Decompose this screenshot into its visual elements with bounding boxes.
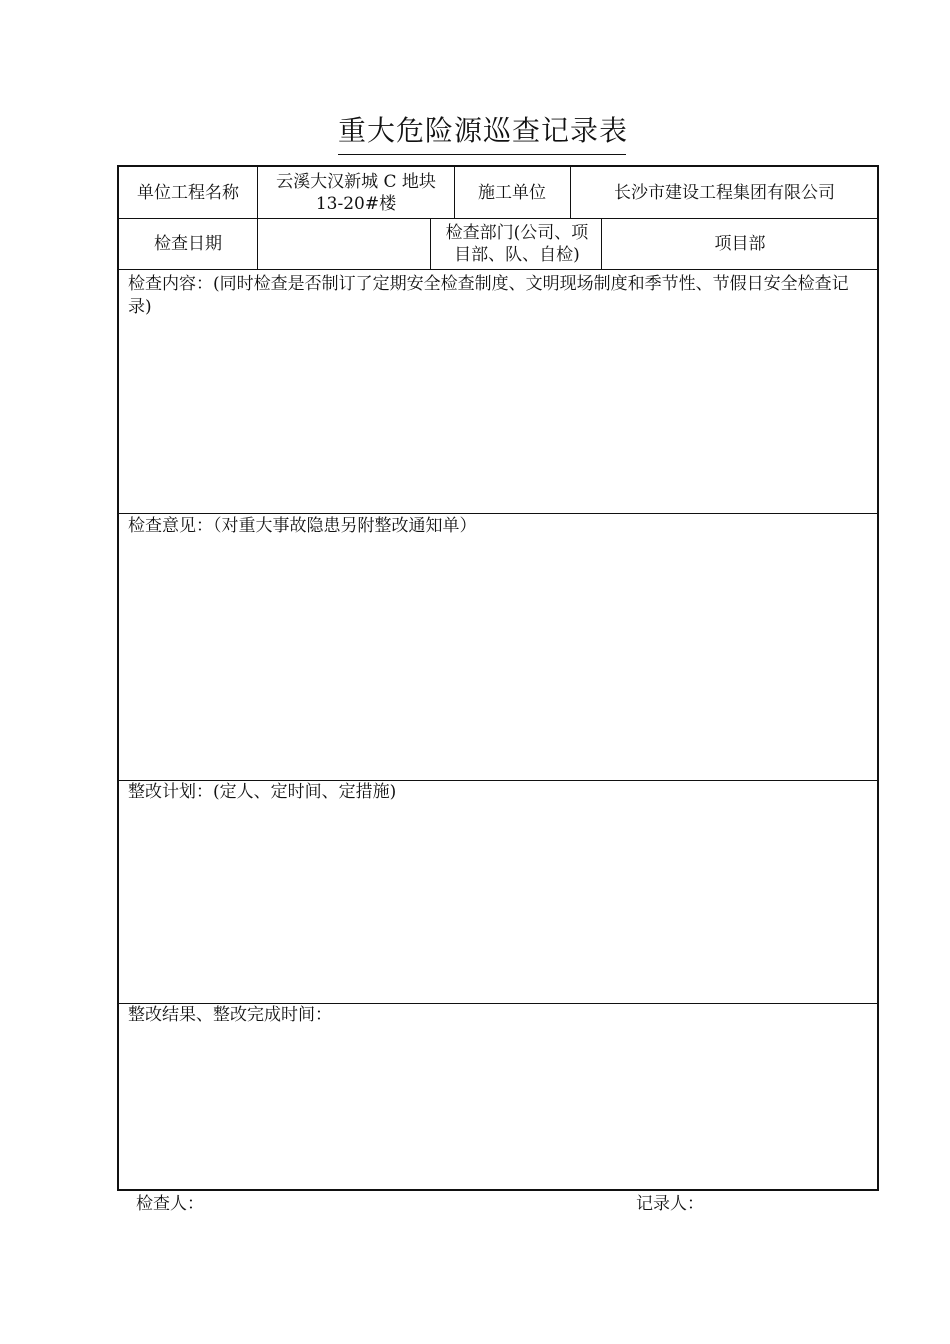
column-divider [257, 167, 258, 218]
inspection-opinion-label: 检查意见：（对重大事故隐患另附整改通知单） [128, 516, 477, 536]
inspection-record-table [117, 165, 879, 1191]
column-divider [430, 218, 431, 269]
row-divider [119, 513, 877, 514]
rectification-plan-label: 整改计划：(定人、定时间、定措施) [128, 782, 397, 802]
project-name-value[interactable]: 云溪大汉新城 C 地块 13-20#楼 [276, 171, 436, 214]
inspection-content-label: 检查内容：(同时检查是否制订了定期安全检查制度、文明现场制度和季节性、节假日安全检查记录) [128, 274, 849, 317]
project-name-label: 单位工程名称 [137, 182, 239, 203]
rectification-result-label: 整改结果、整改完成时间： [128, 1005, 332, 1025]
recorder-label: 记录人： [636, 1194, 704, 1214]
inspection-dept-label: 检查部门(公司、项目部、队、自检) [445, 222, 589, 265]
page-title: 重大危险源巡查记录表 [338, 112, 626, 155]
row-divider [119, 269, 877, 270]
inspector-label: 检查人： [136, 1194, 204, 1214]
inspection-date-label: 检查日期 [154, 233, 222, 254]
inspection-dept-value[interactable]: 项目部 [714, 233, 766, 254]
construction-unit-value[interactable]: 长沙市建设工程集团有限公司 [614, 182, 835, 203]
inspection-date-value[interactable] [257, 218, 430, 269]
construction-unit-label: 施工单位 [478, 182, 546, 203]
